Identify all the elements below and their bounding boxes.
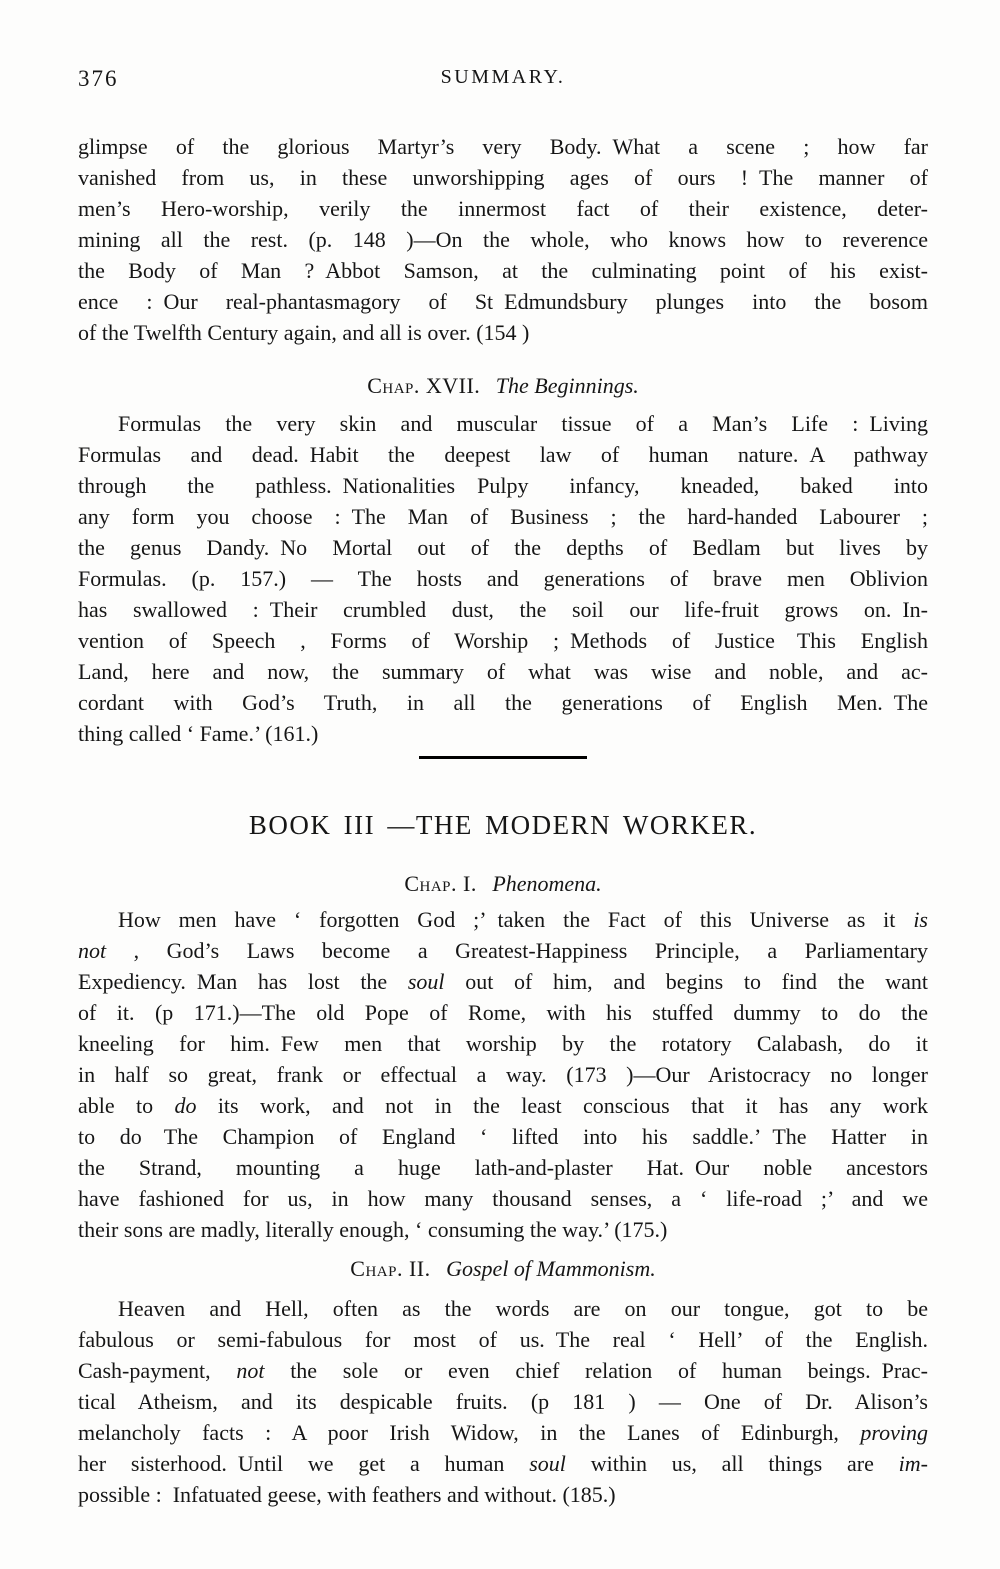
text-segment: any form you choose : The Man of Business ; the hard-handed Labourer ; — [78, 504, 928, 529]
text-segment: of the Twelfth Century again, and all is over. (154 ) — [78, 320, 530, 345]
paragraph-chap1-summary — [78, 904, 928, 1245]
text-line — [78, 532, 928, 563]
chapter-title: Phenomena. — [492, 871, 602, 896]
text-segment: vention of Speech , Forms of Worship ; Methods of Justice This English — [78, 628, 928, 653]
text-segment: Formulas the very skin and muscular tissue of a Man’s Life : Living — [118, 411, 928, 436]
text-line — [78, 1479, 928, 1510]
text-segment: Heaven and Hell, often as the words are on our tongue, got to be — [118, 1296, 928, 1321]
paragraph-chap2-summary — [78, 1293, 928, 1510]
paragraph-chap16-summary — [78, 131, 928, 348]
text-segment: , God’s Laws become a Greatest-Happiness Principle, a Parliamentary — [106, 938, 928, 963]
text-line — [78, 656, 928, 687]
text-segment: have fashioned for us, in how many thousand senses, a ‘ life-road ;’ and we — [78, 1186, 928, 1211]
text-line — [78, 1324, 928, 1355]
text-line — [78, 563, 928, 594]
text-segment: vanished from us, in these unworshipping ages of ours ! The manner of — [78, 165, 928, 190]
text-line — [78, 935, 928, 966]
text-line — [78, 1386, 928, 1417]
text-segment: of it. (p 171.)—The old Pope of Rome, with his stuffed dummy to do the — [78, 1000, 928, 1025]
chapter-title: The Beginnings. — [495, 373, 639, 398]
text-segment: cordant with God’s Truth, in all the generations of English Men. The — [78, 690, 928, 715]
section-divider — [419, 756, 587, 759]
text-line — [78, 193, 928, 224]
chapter-label: Chap. I. — [404, 871, 477, 896]
text-line — [78, 1293, 928, 1324]
text-segment: the genus Dandy. No Mortal out of the depths of Bedlam but lives by — [78, 535, 928, 560]
text-line — [78, 286, 928, 317]
text-line — [78, 1183, 928, 1214]
text-line — [78, 1417, 928, 1448]
text-segment: the sole or even chief relation of human beings. Prac- — [264, 1358, 928, 1383]
text-line — [78, 687, 928, 718]
text-line — [78, 1028, 928, 1059]
text-segment: in half so great, frank or effectual a way. (173 )—Our Aristocracy no longer — [78, 1062, 928, 1087]
text-segment: men’s Hero-worship, verily the innermost fact of their existence, deter- — [78, 196, 928, 221]
text-segment: How men have ‘ forgotten God ;’ taken the Fact of this Universe as it — [118, 907, 914, 932]
text-segment: thing called ‘ Fame.’ (161.) — [78, 721, 319, 746]
text-line — [78, 317, 928, 348]
page-header — [78, 66, 928, 92]
text-line — [78, 1355, 928, 1386]
text-segment: mining all the rest. (p. 148 )—On the whole, who knows how to reverence — [78, 227, 928, 252]
text-line — [78, 408, 928, 439]
text-line — [78, 718, 928, 749]
text-segment: Expediency. Man has lost the — [78, 969, 408, 994]
chapter-label: Chap. XVII. — [367, 373, 481, 398]
text-line — [78, 224, 928, 255]
book-heading: BOOK III —THE MODERN WORKER. — [248, 810, 758, 840]
text-segment: within us, all things are — [565, 1451, 899, 1476]
italic-text: soul — [529, 1451, 566, 1476]
text-line — [78, 1121, 928, 1152]
text-line — [78, 470, 928, 501]
text-line — [78, 255, 928, 286]
text-segment: Formulas. (p. 157.) — The hosts and generations of brave men Oblivion — [78, 566, 928, 591]
text-segment: Land, here and now, the summary of what was wise and noble, and ac- — [78, 659, 928, 684]
text-segment: their sons are madly, literally enough, ‘ consuming the way.’ (175.) — [78, 1217, 668, 1242]
text-segment: kneeling for him. Few men that worship by the rotatory Calabash, do it — [78, 1031, 928, 1056]
paragraph-chap17-summary — [78, 408, 928, 749]
text-line — [78, 904, 928, 935]
text-segment: Cash-payment, — [78, 1358, 237, 1383]
text-segment: has swallowed : Their crumbled dust, the soil our life-fruit grows on. In- — [78, 597, 928, 622]
chapter-title: Gospel of Mammonism. — [446, 1256, 656, 1281]
chapter-heading-ii — [78, 1253, 928, 1284]
text-line — [78, 1059, 928, 1090]
text-line — [78, 1152, 928, 1183]
text-line — [78, 439, 928, 470]
text-line — [78, 966, 928, 997]
text-line — [78, 625, 928, 656]
running-head: SUMMARY. — [440, 66, 566, 88]
text-line — [78, 1448, 928, 1479]
text-segment: the Body of Man ? Abbot Samson, at the culminating point of his exist- — [78, 258, 928, 283]
text-segment: through the pathless. Nationalities Pulpy infancy, kneaded, baked into — [78, 473, 928, 498]
text-segment: glimpse of the glorious Martyr’s very Body. What a scene ; how far — [78, 134, 928, 159]
text-line — [78, 997, 928, 1028]
text-line — [78, 594, 928, 625]
text-segment: Formulas and dead. Habit the deepest law of human nature. A pathway — [78, 442, 928, 467]
text-line — [78, 1214, 928, 1245]
chapter-heading-xvii — [78, 370, 928, 401]
text-line — [78, 1090, 928, 1121]
text-line — [78, 162, 928, 193]
text-line — [78, 131, 928, 162]
text-segment: melancholy facts : A poor Irish Widow, in the Lanes of Edinburgh, — [78, 1420, 861, 1445]
chapter-heading-i — [78, 868, 928, 899]
text-segment: to do The Champion of England ‘ lifted into his saddle.’ The Hatter in — [78, 1124, 928, 1149]
italic-text: not — [236, 1358, 265, 1383]
text-segment: - — [920, 1451, 928, 1476]
text-segment: its work, and not in the least conscious that it has any work — [196, 1093, 928, 1118]
text-line — [78, 501, 928, 532]
text-segment: possible : Infatuated geese, with feathers and without. (185.) — [78, 1482, 616, 1507]
italic-text: soul — [407, 969, 445, 994]
page-number: 376 — [78, 66, 119, 91]
chapter-label: Chap. II. — [350, 1256, 431, 1281]
text-segment: able to — [78, 1093, 175, 1118]
text-segment: tical Atheism, and its despicable fruits. (p 181 ) — One of Dr. Alison’s — [78, 1389, 928, 1414]
italic-text: im — [898, 1451, 921, 1476]
text-segment: fabulous or semi-fabulous for most of us. The real ‘ Hell’ of the English. — [78, 1327, 928, 1352]
italic-text: proving — [860, 1420, 928, 1445]
text-segment: the Strand, mounting a huge lath-and-plaster Hat. Our noble ancestors — [78, 1155, 928, 1180]
text-segment: out of him, and begins to find the want — [444, 969, 928, 994]
italic-text: is — [913, 907, 928, 932]
text-segment: ence : Our real-phantasmagory of St Edmundsbury plunges into the bosom — [78, 289, 928, 314]
italic-text: do — [174, 1093, 197, 1118]
text-segment: her sisterhood. Until we get a human — [78, 1451, 530, 1476]
italic-text: not — [78, 938, 107, 963]
